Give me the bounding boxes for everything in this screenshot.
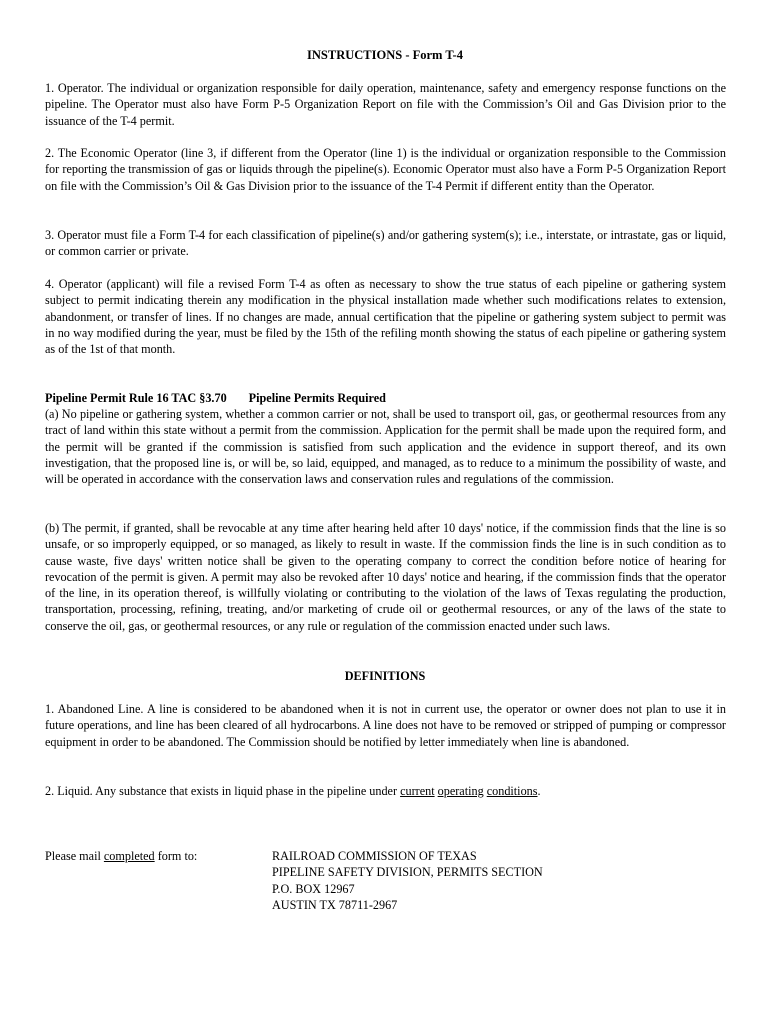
rule-heading <box>45 390 386 406</box>
rule-heading-title: Pipeline Permits Required <box>248 391 386 405</box>
address-line: RAILROAD COMMISSION OF TEXAS <box>272 849 477 863</box>
instruction-economic-operator: 2. The Economic Operator (line 3, if different from the Operator (line 1) is the individual or organization responsible to the Commission for reporting the transmission of gas or liquids through the pipeline(s). Economic Operator must also have a Form P-5 Organization Report on file with the Commission’s Oil & Gas Division prior to the issuance of the T-4 Permit if different entity than the Operator. <box>45 146 726 193</box>
mailing-address <box>272 848 543 913</box>
rule-paragraph-a: (a) No pipeline or gathering system, whether a common carrier or not, shall be used to transport oil, gas, or geothermal resources from any tract of land within this state without a permit from the commission. Application for the permit shall be made upon the required form, and the permit will be granted if the commission is satisfied from such application and the evidence in support thereof, and its own investigation, that the proposed line is, or will be, so laid, equipped, and managed, as to reduce to a minimum the possibility of waste, and will be operated in accordance with the conservation laws and conservation rules and regulations of the commission. <box>45 407 726 487</box>
address-line: AUSTIN TX 78711-2967 <box>272 897 398 912</box>
rule-heading-citation: Pipeline Permit Rule 16 TAC §3.70 <box>45 391 227 405</box>
mailing-label: Please mail completed form to: <box>45 849 198 863</box>
rule-paragraph-b: (b) The permit, if granted, shall be revocable at any time after hearing held after 10 days' notice, if the commission finds that the line is so unsafe, or so improperly equipped, or so managed, as likely to result in waste. If the commission finds the line is in such condition as to cause waste, five days' written notice shall be given to the operating company to correct the condition before notice of hearing for revocation of the permit is given. A permit may also be revoked after 10 days' notice and hearing, if the commission finds that the operator of the line, in its operation thereof, is willfully violating or contributing to the violation of the laws of Texas regulating the production, transportation, processing, refining, treating, and/or marketing of crude oil or geothermal resources, or any of the laws of the state to conserve the oil, gas, or geothermal resources, or any rule or regulation of the commission enacted under such laws. <box>45 521 726 633</box>
instruction-operator: 1. Operator. The individual or organization responsible for daily operation, maintenance, safety and emergency response functions on the pipeline. The Operator must also have Form P-5 Organization Report on file with the Commission’s Oil and Gas Division prior to the issuance of the T-4 permit. <box>45 81 726 128</box>
address-line: P.O. BOX 12967 <box>272 881 355 896</box>
definitions-title: DEFINITIONS <box>344 669 426 683</box>
definition-abandoned-line: 1. Abandoned Line. A line is considered to be abandoned when it is not in current use, the operator or owner does not plan to use it in future operations, and line has been cleared of all hydrocarbons. A line does not have to be removed or stripped of pumping or compressor equipment in order to be abandoned. The Commission should be notified by letter immediately when line is abandoned. <box>45 702 726 749</box>
address-line: PIPELINE SAFETY DIVISION, PERMITS SECTION <box>272 865 543 880</box>
instruction-revised-form: 4. Operator (applicant) will file a revised Form T-4 as often as necessary to show the true status of each pipeline or gathering system subject to permit indicating therein any modification in the physical installation made whether such modifications relates to extension, abandonment, or transfer of lines. If no changes are made, annual certification that the pipeline or gathering system subject to permit was in no way modified during the year, must be filed by the 15th of the refiling month showing the status of each pipeline or gathering system as of the 1st of that month. <box>45 277 726 357</box>
definition-liquid: 2. Liquid. Any substance that exists in liquid phase in the pipeline under current operating conditions. <box>45 784 541 798</box>
instruction-classification: 3. Operator must file a Form T-4 for each classification of pipeline(s) and/or gathering system(s); i.e., interstate, or intrastate, gas or liquid, or common carrier or private. <box>45 228 726 259</box>
document-title: INSTRUCTIONS - Form T-4 <box>307 48 463 62</box>
